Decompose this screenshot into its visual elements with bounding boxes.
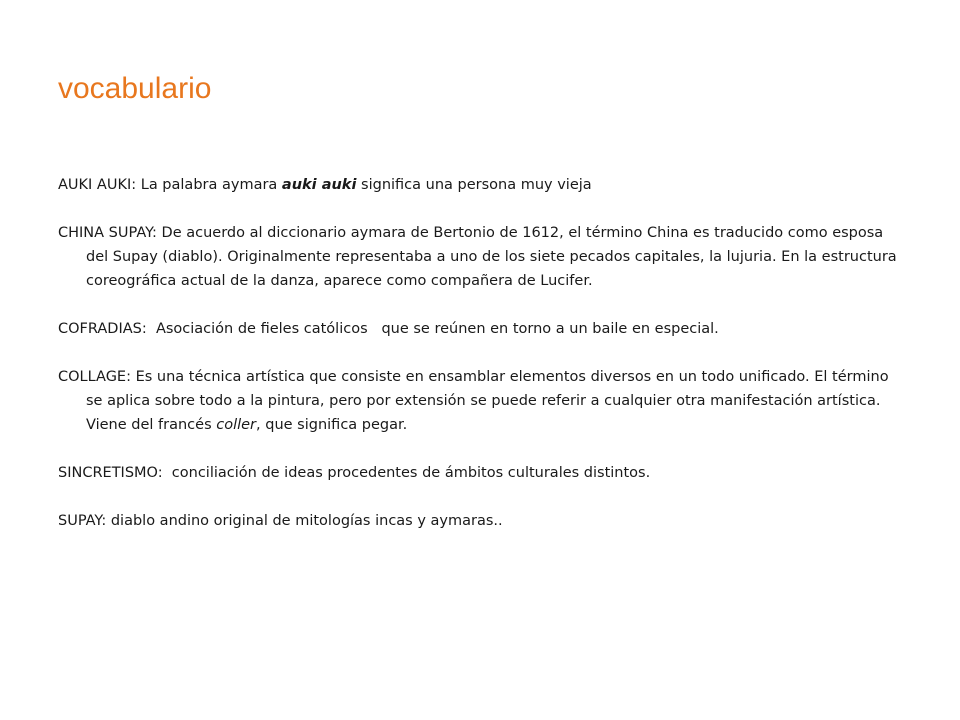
vocabulary-list xyxy=(58,173,898,557)
entry-text: SINCRETISMO: conciliación de ideas procedentes de ámbitos culturales distintos. xyxy=(58,465,651,481)
entry-text: CHINA SUPAY: De acuerdo al diccionario aymara de Bertonio de 1612, el término China es traducido como esposa del Supay (diablo). Originalmente representaba a uno de los siete pecados capitales, la lujuria. En la estructura coreográfica actual de la danza, aparece como compañera de Lucifer. xyxy=(58,225,897,289)
vocab-entry-china-supay xyxy=(58,221,898,293)
entry-text: SUPAY: diablo andino original de mitologías incas y aymaras.. xyxy=(58,513,503,529)
slide-title: vocabulario xyxy=(58,72,212,105)
entry-text: COFRADIAS: Asociación de fieles católicos que se reúnen en torno a un baile en especial. xyxy=(58,321,719,337)
entry-text: AUKI AUKI: La palabra aymara xyxy=(58,177,282,193)
vocab-entry-sincretismo xyxy=(58,461,898,485)
vocab-entry-supay xyxy=(58,509,898,533)
entry-emphasis: auki auki xyxy=(281,177,357,193)
vocab-entry-cofradias xyxy=(58,317,898,341)
entry-emphasis: coller xyxy=(216,417,257,433)
entry-text-tail: significa una persona muy vieja xyxy=(356,177,592,193)
vocab-entry-auki-auki xyxy=(58,173,898,197)
entry-text-tail: , que significa pegar. xyxy=(256,417,408,433)
vocab-entry-collage xyxy=(58,365,898,437)
entry-text: COLLAGE: Es una técnica artística que consiste en ensamblar elementos diversos en un todo unificado. El término se aplica sobre todo a la pintura, pero por extensión se puede referir a cualquier otra manifestación artística. Viene del francés xyxy=(58,369,889,433)
